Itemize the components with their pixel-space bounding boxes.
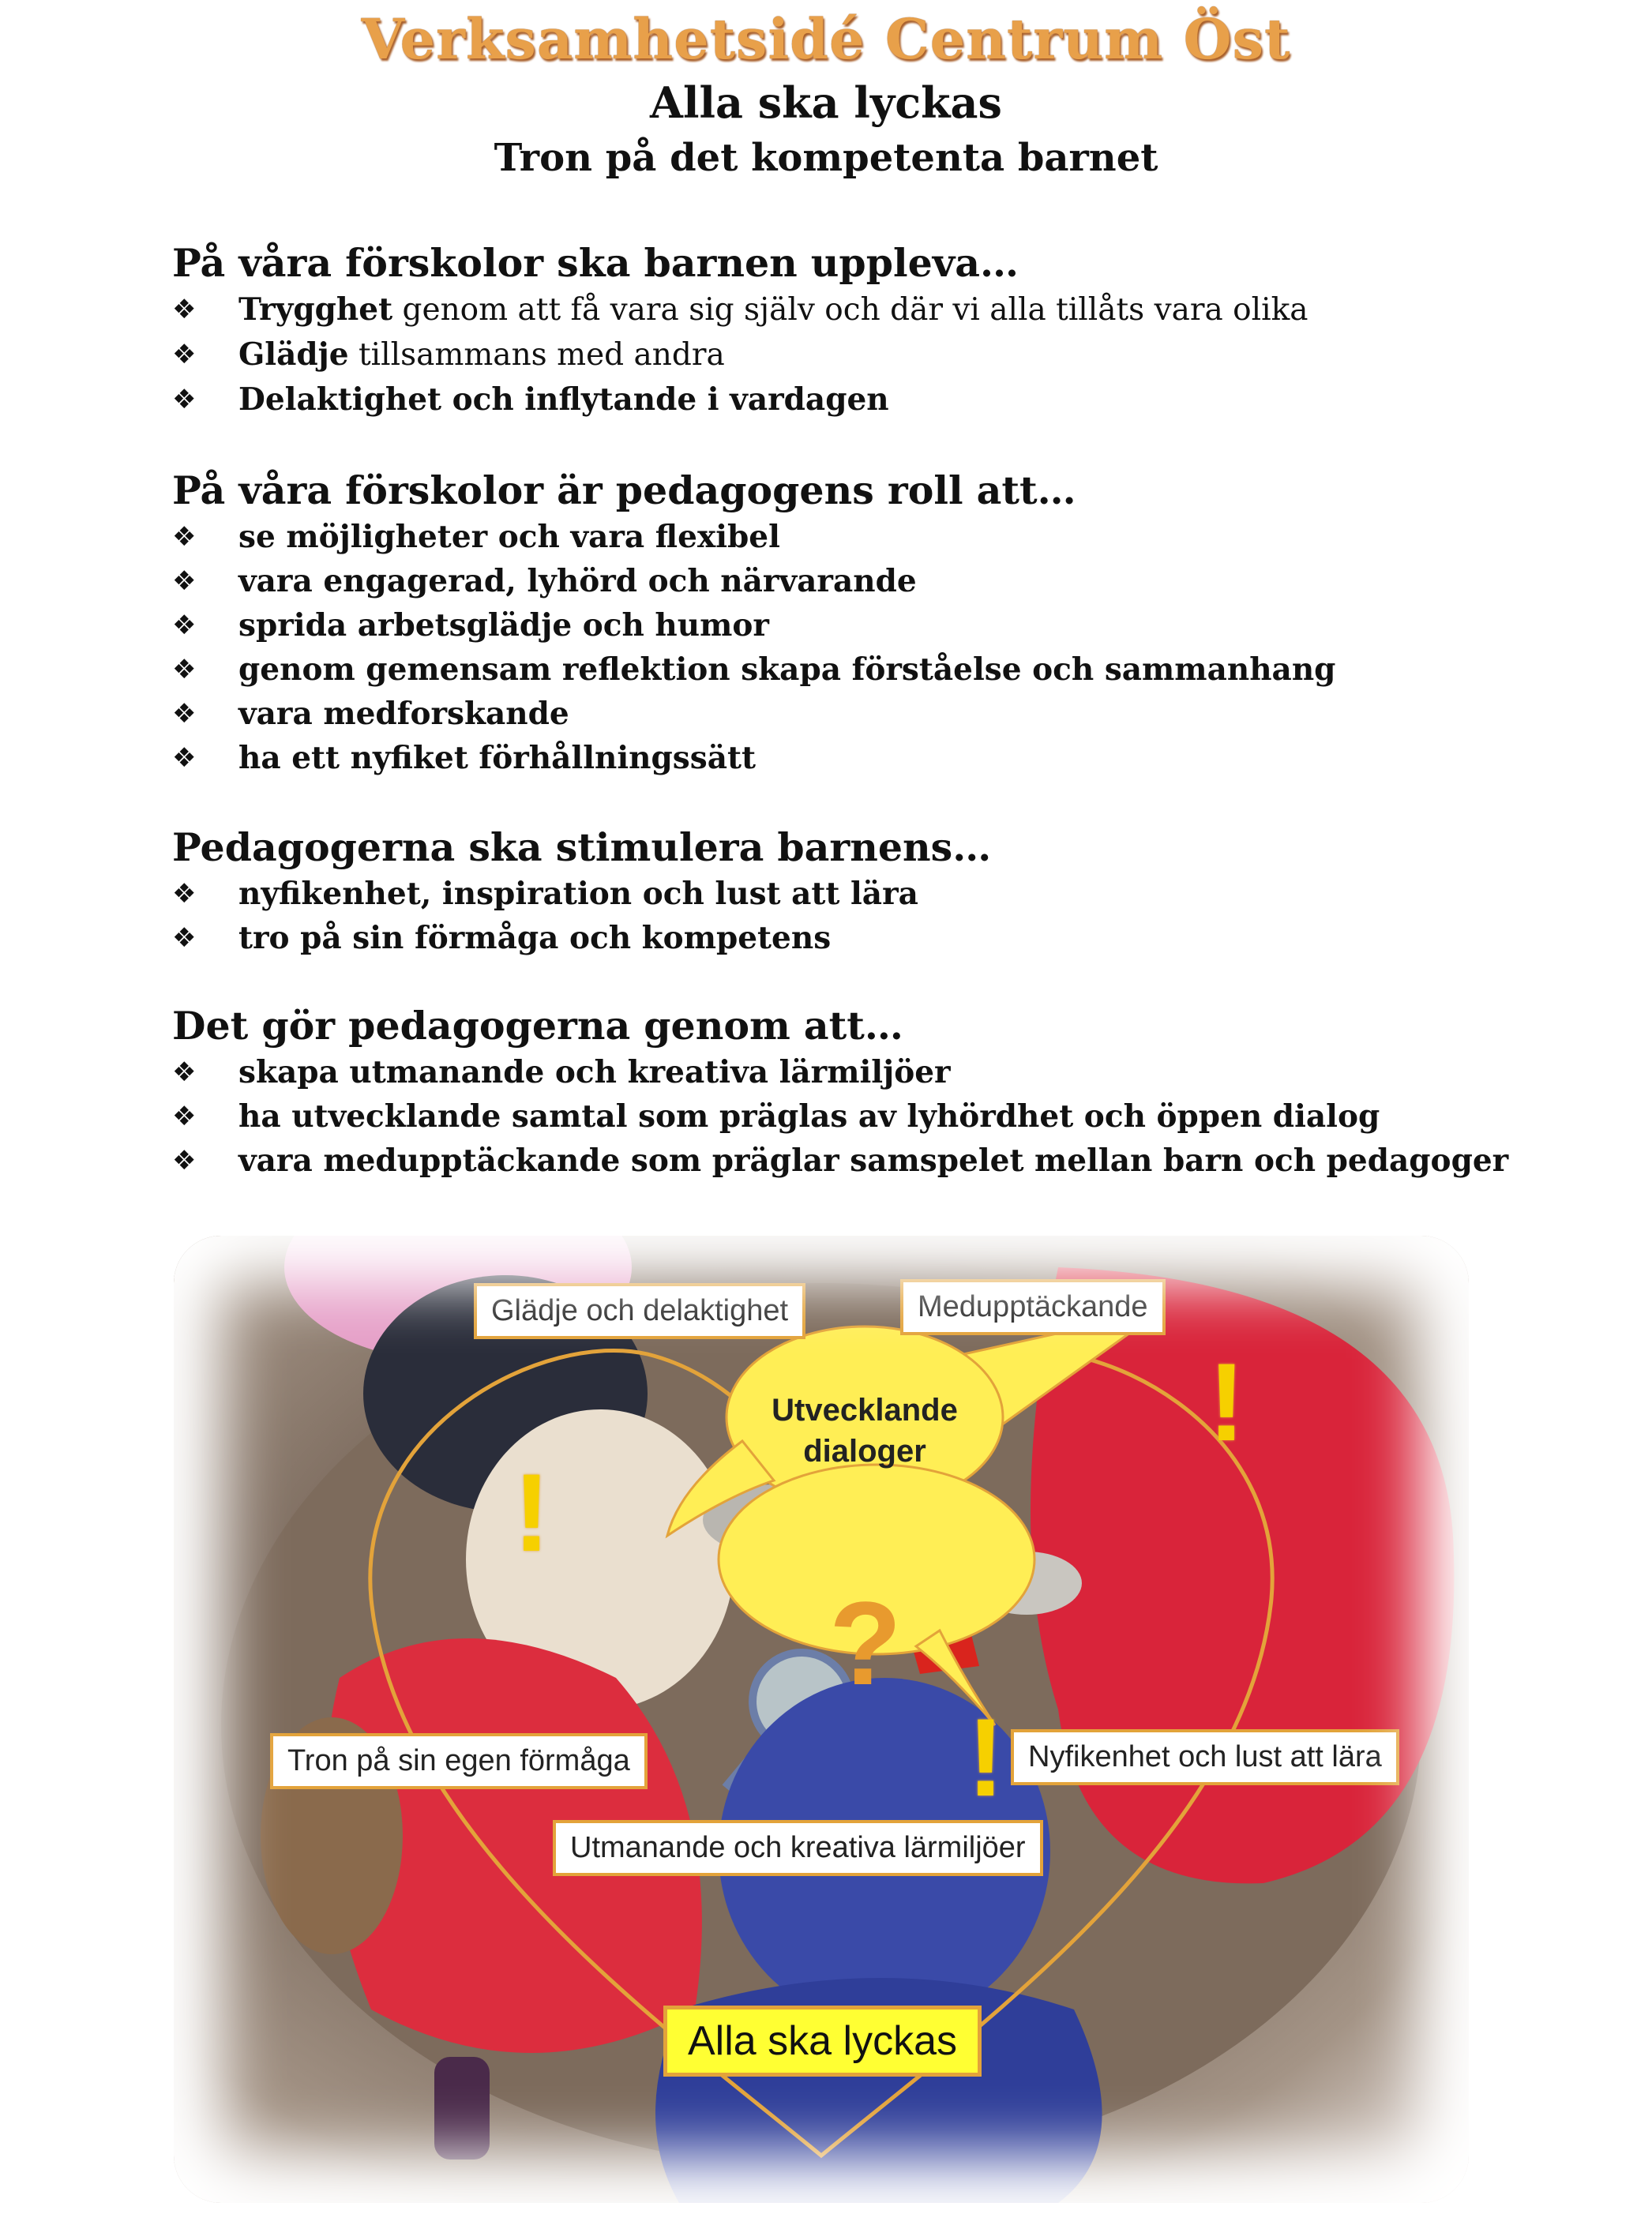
bullet-icon: ❖ — [172, 294, 197, 325]
subtitle-main: Alla ska lyckas — [650, 77, 1002, 128]
bullet-icon: ❖ — [172, 654, 197, 685]
item-bold: tro på sin förmåga och kompetens — [238, 920, 832, 956]
label-alla-ska-lyckas: Alla ska lyckas — [663, 2006, 982, 2077]
bullet-icon: ❖ — [172, 922, 197, 954]
bullet-list — [172, 1050, 1594, 1183]
section-heading: På våra förskolor är pedagogens roll att… — [172, 467, 1076, 513]
question-mark: ? — [829, 1577, 902, 1709]
bullet-icon: ❖ — [172, 565, 197, 597]
item-text: tillsammans med andra — [348, 337, 725, 373]
section-stimulera — [172, 823, 1594, 960]
bullet-list — [172, 287, 1594, 422]
list-item — [172, 515, 1594, 559]
bullet-list — [172, 515, 1594, 780]
section-heading: Det gör pedagogerna genom att… — [172, 1003, 903, 1049]
item-bold: vara medupptäckande som präglar samspelet mellan barn och pedagoger — [238, 1143, 1509, 1179]
section-heading: På våra förskolor ska barnen uppleva… — [172, 240, 1019, 286]
page-title: Verksamhetsidé Centrum Öst — [361, 6, 1291, 72]
list-item — [172, 603, 1594, 647]
label-utmanande: Utmanande och kreativa lärmiljöer — [553, 1820, 1043, 1876]
list-item — [172, 377, 1594, 422]
exclamation-mark-bottom: ! — [967, 1695, 1004, 1819]
bullet-icon: ❖ — [172, 1101, 197, 1132]
bullet-icon: ❖ — [172, 1145, 197, 1176]
subtitle-secondary: Tron på det kompetenta barnet — [494, 136, 1158, 180]
list-item — [172, 736, 1594, 780]
exclamation-mark-right: ! — [1208, 1340, 1245, 1464]
item-bold: se möjligheter och vara flexibel — [238, 519, 780, 555]
label-tron: Tron på sin egen förmåga — [270, 1733, 648, 1789]
bullet-list — [172, 872, 1594, 960]
list-item — [172, 872, 1594, 916]
bullet-icon: ❖ — [172, 339, 197, 370]
list-item — [172, 692, 1594, 736]
item-bold: vara medforskande — [238, 696, 569, 732]
bullet-icon: ❖ — [172, 384, 197, 415]
section-barnen-uppleva — [172, 238, 1594, 422]
item-bold: skapa utmanande och kreativa lärmiljöer — [238, 1054, 951, 1090]
item-bold: Trygghet — [238, 291, 393, 328]
boot-shape — [434, 2057, 490, 2160]
bullet-icon: ❖ — [172, 610, 197, 641]
label-medupptackande: Medupptäckande — [900, 1279, 1166, 1335]
item-bold: genom gemensam reflektion skapa förståelse och sammanhang — [238, 651, 1336, 688]
list-item — [172, 647, 1594, 692]
item-bold: ha utvecklande samtal som präglas av lyhördhet och öppen dialog — [238, 1098, 1380, 1135]
list-item — [172, 1094, 1594, 1139]
list-item — [172, 1050, 1594, 1094]
section-heading: Pedagogerna ska stimulera barnens… — [172, 824, 992, 870]
exclamation-mark-left: ! — [513, 1450, 550, 1574]
item-text: genom att få vara sig själv och där vi alla tillåts vara olika — [392, 292, 1308, 328]
children-photo-diagram — [174, 1236, 1469, 2203]
item-bold: Delaktighet och inflytande i vardagen — [238, 381, 889, 418]
list-item — [172, 332, 1594, 377]
section-genom-att — [172, 1001, 1594, 1183]
bullet-icon: ❖ — [172, 1056, 197, 1088]
list-item — [172, 287, 1594, 332]
bullet-icon: ❖ — [172, 742, 197, 774]
label-gladje: Glädje och delaktighet — [474, 1283, 805, 1339]
item-bold: ha ett nyfiket förhållningssätt — [238, 740, 757, 776]
item-bold: vara engagerad, lyhörd och närvarande — [238, 563, 917, 599]
section-pedagogens-roll — [172, 466, 1594, 780]
label-nyfikenhet: Nyfikenhet och lust att lära — [1011, 1729, 1399, 1785]
item-bold: Glädje — [238, 336, 349, 373]
item-bold: sprida arbetsglädje och humor — [238, 607, 769, 644]
bullet-icon: ❖ — [172, 521, 197, 553]
bullet-icon: ❖ — [172, 878, 197, 910]
item-bold: nyfikenhet, inspiration och lust att lära — [238, 876, 918, 912]
list-item — [172, 559, 1594, 603]
list-item — [172, 916, 1594, 960]
bullet-icon: ❖ — [172, 698, 197, 730]
bubble-text: Utvecklande dialoger — [772, 1393, 958, 1469]
list-item — [172, 1139, 1594, 1183]
